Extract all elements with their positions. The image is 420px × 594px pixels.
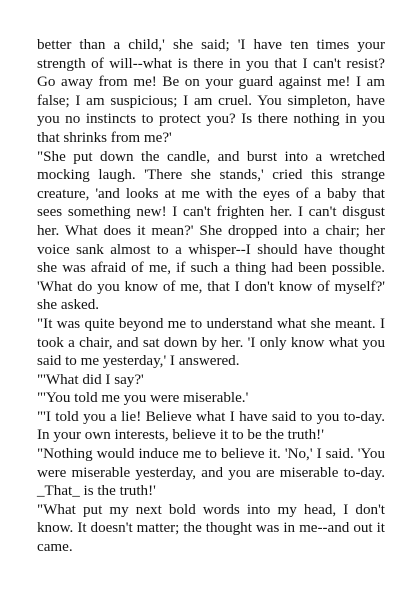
- page-text: [37, 36, 385, 557]
- paragraph-5: "'You told me you were miserable.': [37, 390, 249, 407]
- paragraph-7: "Nothing would induce me to believe it. 'No,' I said. 'You were miserable yesterday, and you are miserable to-day. _That_ is the truth!': [37, 446, 385, 500]
- paragraph-1: better than a child,' she said; 'I have ten times your strength of will--what is there in you that I can't resist? Go away from me! Be on your guard against me! I am false; I am suspicious; I am cruel. You simpleton, have you no instincts to protect you? Is there nothing in you that shrinks from me?': [37, 37, 385, 146]
- paragraph-6: "'I told you a lie! Believe what I have said to you to-day. In your own interests, believe it to be the truth!': [37, 408, 385, 444]
- paragraph-2: "She put down the candle, and burst into a wretched mocking laugh. 'There she stands,' cried this strange creature, 'and looks at me with the eyes of a baby that sees something new! I can't frighten her. I can't disgust her. What does it mean?' She dropped into a chair; her voice sank almost to a whisper--I should have thought she was afraid of me, if such a thing had been possible. 'What do you know of me, that I don't know of myself?' she asked.: [37, 148, 385, 314]
- paragraph-3: "It was quite beyond me to understand what she meant. I took a chair, and sat down by her. 'I only know what you said to me yesterday,' I answered.: [37, 315, 385, 370]
- paragraph-4: "'What did I say?': [37, 371, 144, 388]
- paragraph-8: "What put my next bold words into my head, I don't know. It doesn't matter; the thought was in me--and out it came.: [37, 501, 385, 556]
